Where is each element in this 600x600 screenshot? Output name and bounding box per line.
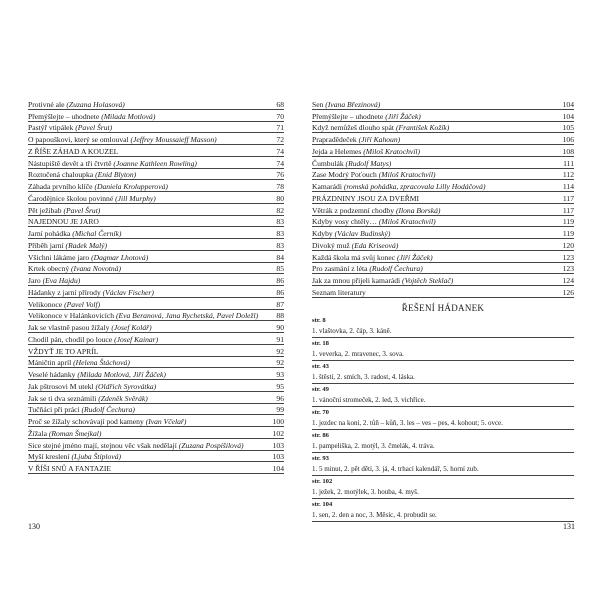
toc-title-text: Protivné ale bbox=[28, 99, 65, 109]
toc-entry-page: 105 bbox=[562, 123, 574, 133]
toc-title-text: Jak za mnou přijeli kamarádi bbox=[312, 276, 401, 285]
toc-entry-page: 84 bbox=[276, 252, 284, 262]
left-page-number: 130 bbox=[28, 522, 40, 531]
toc-entry-page: 86 bbox=[276, 276, 284, 285]
toc-entry-title bbox=[28, 147, 273, 156]
toc-entry-page: 85 bbox=[276, 264, 284, 274]
solution-answer: 1. pampeliška, 2. motýl, 3. čmelák, 4. tráva. bbox=[312, 441, 574, 453]
solution-answer: 1. veverka, 2. mravenec, 3. sova. bbox=[312, 349, 574, 361]
toc-entry-page: 68 bbox=[276, 99, 284, 109]
toc-entry-title bbox=[28, 112, 273, 121]
toc-entry-title bbox=[312, 135, 560, 144]
toc-entry bbox=[28, 439, 284, 451]
toc-entry bbox=[28, 333, 284, 345]
toc-entry-title bbox=[312, 217, 560, 226]
toc-entry-author: (Rudolf Čechura) bbox=[369, 264, 423, 274]
toc-entry-author: (Ivana Novotná) bbox=[71, 264, 122, 274]
toc-entry bbox=[28, 216, 284, 228]
toc-entry-title bbox=[312, 276, 560, 285]
solution-item bbox=[312, 500, 574, 522]
toc-entry-title bbox=[312, 264, 560, 273]
toc-entry bbox=[28, 133, 284, 145]
toc-entry-title bbox=[28, 464, 270, 473]
toc-title-text: Prapradědeček bbox=[312, 135, 357, 144]
toc-title-text: Čumbulák bbox=[312, 158, 344, 168]
solution-page-label: str. 70 bbox=[312, 408, 329, 416]
solution-item bbox=[312, 362, 574, 384]
toc-title-text: Jaro bbox=[28, 276, 41, 285]
toc-title-text: Velikonoce bbox=[28, 299, 63, 309]
toc-entry-author: (Zuzana Holasová) bbox=[66, 99, 125, 109]
toc-entry-author: (Daniela Krolupperová) bbox=[94, 182, 168, 191]
toc-entry-title bbox=[28, 135, 273, 144]
toc-entry bbox=[28, 145, 284, 157]
toc-title-text: Myší kreslení bbox=[28, 452, 70, 462]
toc-entry-page: 112 bbox=[562, 170, 574, 180]
toc-entry-title bbox=[28, 276, 273, 285]
right-page-toc bbox=[312, 98, 574, 522]
solution-answer: 1. vlaštovka, 2. čáp, 3. káně. bbox=[312, 326, 574, 338]
toc-entry-author: (Jeffrey Moussaieff Masson) bbox=[130, 135, 217, 144]
toc-entry-author: (Vojtěch Steklač) bbox=[402, 276, 454, 285]
toc-entry bbox=[28, 286, 284, 298]
solution-page-label: str. 102 bbox=[312, 477, 333, 485]
toc-title-text: VŽDYŤ JE TO APRÍL bbox=[28, 346, 99, 356]
solution-page-label: str. 104 bbox=[312, 500, 333, 508]
toc-entry-page: 72 bbox=[276, 135, 284, 144]
toc-entry-page: 119 bbox=[562, 217, 574, 227]
toc-entry-page: 117 bbox=[562, 193, 574, 203]
toc-entry-page: 88 bbox=[276, 311, 284, 321]
toc-entry bbox=[28, 380, 284, 392]
toc-entry bbox=[312, 251, 574, 263]
toc-entry-title bbox=[28, 394, 273, 403]
solutions-list bbox=[312, 316, 574, 522]
toc-entry-page: 74 bbox=[276, 158, 284, 168]
toc-entry-author: (romská pohádka, zpracovala Lilly Hodáčová) bbox=[343, 182, 486, 191]
toc-entry bbox=[28, 451, 284, 463]
toc-title-text: Jak se ti dva seznámili bbox=[28, 393, 97, 403]
toc-entry bbox=[28, 122, 284, 134]
toc-entry-page: 86 bbox=[276, 287, 284, 297]
toc-entry-title bbox=[28, 405, 273, 414]
toc-entry bbox=[28, 204, 284, 216]
toc-entry-page: 83 bbox=[276, 217, 284, 227]
toc-entry bbox=[28, 321, 284, 333]
toc-entry bbox=[28, 169, 284, 181]
toc-title-text: Větrák z podzemní chodby bbox=[312, 205, 395, 215]
toc-entry-title bbox=[28, 370, 273, 379]
solution-answer: 1. jezdec na koni, 2. tůň – kůň, 3. les – ves – pes, 4. kohout; 5. ovce. bbox=[312, 418, 574, 430]
toc-entry-title bbox=[312, 182, 560, 191]
solution-item bbox=[312, 316, 574, 338]
toc-entry-author: (František Kožík) bbox=[395, 123, 450, 133]
toc-entry bbox=[312, 204, 574, 216]
toc-entry-title bbox=[312, 229, 560, 238]
toc-entry-author: (Ivana Březinová) bbox=[325, 99, 381, 109]
toc-entry-title bbox=[28, 182, 273, 191]
toc-entry-author: (Milada Motlová) bbox=[101, 111, 156, 121]
toc-entry-title bbox=[28, 335, 273, 344]
solution-answer: 1. štěstí, 2. smích, 3. radost, 4. láska. bbox=[312, 372, 574, 384]
toc-entry-author: (Ilona Borská) bbox=[395, 205, 441, 215]
toc-entry bbox=[28, 298, 284, 310]
toc-entry bbox=[28, 180, 284, 192]
toc-entry-title bbox=[28, 288, 273, 297]
toc-entry-title bbox=[28, 382, 273, 391]
toc-title-text: Velikonoce v Halánkovicích bbox=[28, 311, 115, 321]
toc-entry-author: (Jiří Žáček) bbox=[397, 252, 433, 262]
toc-entry-title bbox=[28, 452, 270, 461]
toc-entry-title bbox=[28, 264, 273, 273]
toc-entry-page: 74 bbox=[276, 146, 284, 156]
toc-entry-page: 93 bbox=[276, 370, 284, 379]
toc-entry bbox=[28, 110, 284, 122]
solution-item bbox=[312, 385, 574, 407]
toc-entry-page: 124 bbox=[562, 276, 574, 285]
toc-entry-title bbox=[28, 441, 270, 450]
solutions-title: ŘEŠENÍ HÁDANEK bbox=[401, 302, 485, 313]
toc-entry bbox=[312, 122, 574, 134]
solution-page-label: str. 8 bbox=[312, 316, 326, 324]
solution-item bbox=[312, 454, 574, 476]
toc-entry-author: (Václav Fischer) bbox=[102, 287, 154, 297]
toc-entry-author: (Milada Motlová, Jiří Žáček) bbox=[77, 370, 166, 379]
toc-entry-title bbox=[28, 300, 273, 309]
toc-title-text: Jarní pohádka bbox=[28, 229, 71, 238]
solution-page-label: str. 93 bbox=[312, 454, 329, 462]
toc-entry bbox=[28, 192, 284, 204]
toc-entry-page: 96 bbox=[276, 393, 284, 403]
toc-entry-title bbox=[312, 123, 560, 132]
toc-title-text: PRÁZDNINY JSOU ZA DVEŘMI bbox=[312, 193, 420, 203]
toc-entry-page: 104 bbox=[562, 111, 574, 121]
toc-entry bbox=[28, 251, 284, 263]
toc-entry-author: (Roman Šmejkal) bbox=[48, 428, 102, 438]
toc-entry-author: (Miloš Kratochvíl) bbox=[378, 217, 436, 227]
toc-entry-author: (Pavel Šrut) bbox=[75, 123, 113, 133]
toc-entry bbox=[312, 274, 574, 286]
toc-entry bbox=[28, 415, 284, 427]
toc-entry-page: 103 bbox=[272, 452, 284, 462]
toc-entry-title bbox=[28, 170, 273, 179]
toc-entry bbox=[28, 462, 284, 474]
toc-entry-author: (Enid Blyton) bbox=[95, 170, 137, 180]
toc-title-text: Proč se žížaly schovávají pod kameny bbox=[28, 417, 144, 426]
toc-title-text: Všichni lákáme jaro bbox=[28, 252, 90, 262]
toc-title-text: NAJEDNOU JE JARO bbox=[28, 217, 99, 227]
toc-entry bbox=[28, 98, 284, 110]
toc-entry-title bbox=[312, 159, 560, 168]
toc-entry-title bbox=[28, 429, 270, 438]
solution-item bbox=[312, 408, 574, 430]
solution-answer: 1. 5 minut, 2. pět dětí, 3. já, 4. trhací kalendář, 5. horní zub. bbox=[312, 464, 574, 476]
toc-entry-title bbox=[312, 241, 560, 250]
toc-entry-author: (Radek Malý) bbox=[65, 240, 108, 250]
toc-entry bbox=[312, 110, 574, 122]
toc-entry-page: 120 bbox=[562, 240, 574, 250]
toc-title-text: Máničtin apríl bbox=[28, 358, 72, 368]
toc-title-text: Zase Modrý Poťouch bbox=[312, 170, 377, 180]
toc-entry-page: 123 bbox=[562, 264, 574, 274]
toc-entry bbox=[28, 392, 284, 404]
toc-title-text: Divoký muž bbox=[312, 240, 350, 250]
toc-entry-page: 102 bbox=[272, 428, 284, 438]
toc-entry bbox=[312, 133, 574, 145]
toc-title-text: Přemýšlejte – uhodnete bbox=[28, 111, 100, 121]
toc-title-text: V ŘÍŠI SNŮ A FANTAZIE bbox=[28, 464, 112, 473]
toc-entry-page: 111 bbox=[563, 158, 574, 168]
toc-entry-author: (Rudolf Matys) bbox=[345, 158, 392, 168]
toc-entry-author: (Josef Kainar) bbox=[114, 334, 159, 344]
toc-entry-title bbox=[312, 253, 560, 262]
toc-entry bbox=[28, 357, 284, 369]
toc-title-text: Přemýšlejte – uhodnete bbox=[312, 111, 384, 121]
toc-title-text: Když nemůžeš dlouho spát bbox=[312, 123, 395, 133]
toc-entry-author: (Eva Beranová, Jana Rychetská, Pavel Doležl) bbox=[115, 311, 259, 321]
toc-title-text: Jejda a Helemes bbox=[312, 146, 362, 156]
toc-title-text: Záhada prvního klíče bbox=[28, 182, 93, 191]
toc-entry-title bbox=[28, 194, 273, 203]
toc-entry-title bbox=[312, 100, 560, 109]
solution-answer: 1. vánoční stromeček, 2. led, 3. vichřice. bbox=[312, 395, 574, 407]
toc-entry-page: 87 bbox=[276, 299, 284, 309]
toc-entry-page: 71 bbox=[276, 123, 284, 133]
toc-entry-title bbox=[28, 417, 270, 426]
toc-entry-author: (Eva Hajdu) bbox=[42, 276, 81, 285]
toc-entry-title bbox=[28, 123, 273, 132]
toc-title-text: Z ŘÍŠE ZÁHAD A KOUZEL bbox=[28, 146, 119, 156]
toc-entry bbox=[312, 180, 574, 192]
toc-entry-title bbox=[28, 100, 273, 109]
toc-entry-page: 104 bbox=[562, 99, 574, 109]
toc-entry-author: (Ljuba Štíplová) bbox=[71, 452, 122, 462]
toc-entry-page: 103 bbox=[272, 440, 284, 450]
toc-entry bbox=[312, 227, 574, 239]
toc-entry-title bbox=[312, 206, 560, 215]
toc-title-text: Chodil pán, chodil po louce bbox=[28, 334, 113, 344]
toc-entry-author: (Miloš Kratochvíl) bbox=[378, 170, 436, 180]
toc-entry-author: (Ivan Včelař) bbox=[145, 417, 187, 426]
toc-entry bbox=[28, 239, 284, 251]
toc-entry-title bbox=[312, 170, 560, 179]
toc-entry-title bbox=[28, 347, 273, 356]
right-toc-list bbox=[312, 98, 574, 298]
toc-entry-page: 90 bbox=[276, 323, 284, 332]
toc-title-text: Nástupiště devět a tři čtvrtě bbox=[28, 158, 112, 168]
toc-entry-title bbox=[312, 147, 560, 156]
toc-entry-page: 104 bbox=[272, 464, 284, 473]
toc-title-text: Kdyby vosy chtěly… bbox=[312, 217, 377, 227]
toc-entry bbox=[28, 368, 284, 380]
solution-page-label: str. 43 bbox=[312, 362, 329, 370]
toc-entry-page: 91 bbox=[276, 334, 284, 344]
toc-entry bbox=[28, 345, 284, 357]
toc-entry bbox=[28, 404, 284, 416]
toc-entry bbox=[28, 227, 284, 239]
toc-entry-title bbox=[28, 253, 273, 262]
toc-entry-title bbox=[28, 206, 273, 215]
toc-entry-page: 100 bbox=[272, 417, 284, 426]
toc-entry-author: (Dagmar Lhotová) bbox=[91, 252, 149, 262]
toc-entry-title bbox=[28, 358, 273, 367]
toc-title-text: O papouškovi, který se omlouval bbox=[28, 135, 129, 144]
toc-title-text: Pro zasmání z léta bbox=[312, 264, 368, 274]
solution-page-label: str. 86 bbox=[312, 431, 329, 439]
toc-entry-author: (Jiří Kahoun) bbox=[358, 135, 401, 144]
toc-entry-title bbox=[28, 159, 273, 168]
solution-item bbox=[312, 339, 574, 361]
toc-entry bbox=[28, 274, 284, 286]
toc-entry-author: (Václav Budinský) bbox=[334, 229, 391, 238]
toc-entry-author: (Michal Černík) bbox=[72, 229, 122, 238]
toc-entry bbox=[28, 157, 284, 169]
toc-entry bbox=[312, 263, 574, 275]
toc-entry-page: 126 bbox=[562, 287, 574, 297]
toc-title-text: Jak pštrosovi M utekl bbox=[28, 381, 94, 391]
toc-title-text: Veselé hádanky bbox=[28, 370, 76, 379]
solution-page-label: str. 18 bbox=[312, 339, 329, 347]
solution-item bbox=[312, 477, 574, 499]
toc-title-text: Jak se vlastně pasou žížaly bbox=[28, 323, 110, 332]
toc-entry bbox=[312, 169, 574, 181]
toc-title-text: Hádanky z jarní přírody bbox=[28, 287, 101, 297]
toc-entry-author: (Pavel Šrut) bbox=[63, 205, 101, 215]
toc-entry-author: (Pavel Volf) bbox=[64, 299, 101, 309]
toc-entry-title bbox=[312, 194, 560, 203]
toc-entry-page: 70 bbox=[276, 111, 284, 121]
solution-item bbox=[312, 431, 574, 453]
toc-entry bbox=[312, 216, 574, 228]
toc-entry-page: 78 bbox=[276, 182, 284, 191]
toc-title-text: Pět ježibab bbox=[28, 205, 62, 215]
toc-entry-page: 117 bbox=[562, 205, 574, 215]
toc-entry-author: (Joanne Kathleen Rowling) bbox=[113, 158, 197, 168]
toc-title-text: Krtek obecný bbox=[28, 264, 70, 274]
toc-entry-title bbox=[312, 112, 560, 121]
solution-answer: 1. ježek, 2. motýlek, 3. houba, 4. myš. bbox=[312, 487, 574, 499]
toc-title-text: Kdyby bbox=[312, 229, 333, 238]
toc-title-text: Seznam literatury bbox=[312, 287, 366, 297]
toc-entry-title bbox=[28, 323, 273, 332]
toc-entry-title bbox=[312, 288, 560, 297]
toc-title-text: Kamarádi bbox=[312, 182, 342, 191]
toc-entry-author: (Oldřich Syrovátka) bbox=[95, 381, 157, 391]
toc-entry-page: 92 bbox=[276, 346, 284, 356]
solution-answer: 1. sen, 2. den a noc, 3. Měsíc, 4. probudit se. bbox=[312, 510, 574, 522]
toc-entry bbox=[312, 286, 574, 298]
toc-entry bbox=[312, 192, 574, 204]
toc-entry-page: 83 bbox=[276, 240, 284, 250]
toc-title-text: Sice stejné jméno mají, stejnou věc však nedělají bbox=[28, 440, 177, 450]
toc-entry-page: 95 bbox=[276, 381, 284, 391]
toc-entry-page: 76 bbox=[276, 170, 284, 180]
toc-entry-page: 80 bbox=[276, 193, 284, 203]
toc-entry-page: 82 bbox=[276, 205, 284, 215]
toc-entry-page: 114 bbox=[562, 182, 574, 191]
right-page-number: 131 bbox=[563, 522, 575, 531]
toc-entry-author: (Helena Štáchová) bbox=[73, 358, 130, 368]
toc-entry-author: (Zdeněk Svěrák) bbox=[98, 393, 148, 403]
toc-entry-page: 92 bbox=[276, 358, 284, 368]
toc-entry-author: (Miloš Kratochvíl) bbox=[363, 146, 420, 156]
toc-title-text: Pastýř vtipálek bbox=[28, 123, 74, 133]
toc-entry bbox=[28, 263, 284, 275]
toc-entry bbox=[312, 145, 574, 157]
solution-page-label: str. 49 bbox=[312, 385, 329, 393]
toc-entry bbox=[312, 98, 574, 110]
toc-entry-author: (Rudolf Čechura) bbox=[81, 405, 135, 415]
toc-title-text: Tučňáci při práci bbox=[28, 405, 80, 415]
toc-entry-title bbox=[28, 311, 273, 320]
toc-entry-author: (Eda Kriseová) bbox=[351, 240, 399, 250]
toc-entry-page: 119 bbox=[562, 229, 574, 238]
toc-entry-page: 99 bbox=[276, 405, 284, 415]
toc-entry-title bbox=[28, 241, 273, 250]
toc-entry-page: 123 bbox=[562, 252, 574, 262]
toc-title-text: Čarodějnice školou povinné bbox=[28, 193, 114, 203]
toc-entry-page: 83 bbox=[276, 229, 284, 238]
toc-entry bbox=[312, 157, 574, 169]
toc-entry-author: (Zuzana Pospíšilová) bbox=[178, 440, 244, 450]
toc-entry-author: (Jill Murphy) bbox=[115, 193, 156, 203]
toc-entry bbox=[28, 310, 284, 322]
toc-title-text: Příběh jarní bbox=[28, 240, 64, 250]
toc-entry-author: (Josef Kolář) bbox=[111, 323, 152, 332]
toc-title-text: Žížala bbox=[28, 428, 47, 438]
toc-entry-title bbox=[28, 229, 273, 238]
toc-entry-title bbox=[28, 217, 273, 226]
toc-entry-page: 108 bbox=[562, 146, 574, 156]
toc-entry bbox=[28, 427, 284, 439]
toc-title-text: Sen bbox=[312, 99, 324, 109]
toc-entry-author: (Jiří Žáček) bbox=[385, 111, 421, 121]
toc-entry bbox=[312, 239, 574, 251]
left-page-toc bbox=[28, 98, 284, 474]
toc-title-text: Roztočená chaloupka bbox=[28, 170, 94, 180]
toc-entry-page: 106 bbox=[562, 135, 574, 144]
toc-title-text: Každá škola má svůj konec bbox=[312, 252, 396, 262]
